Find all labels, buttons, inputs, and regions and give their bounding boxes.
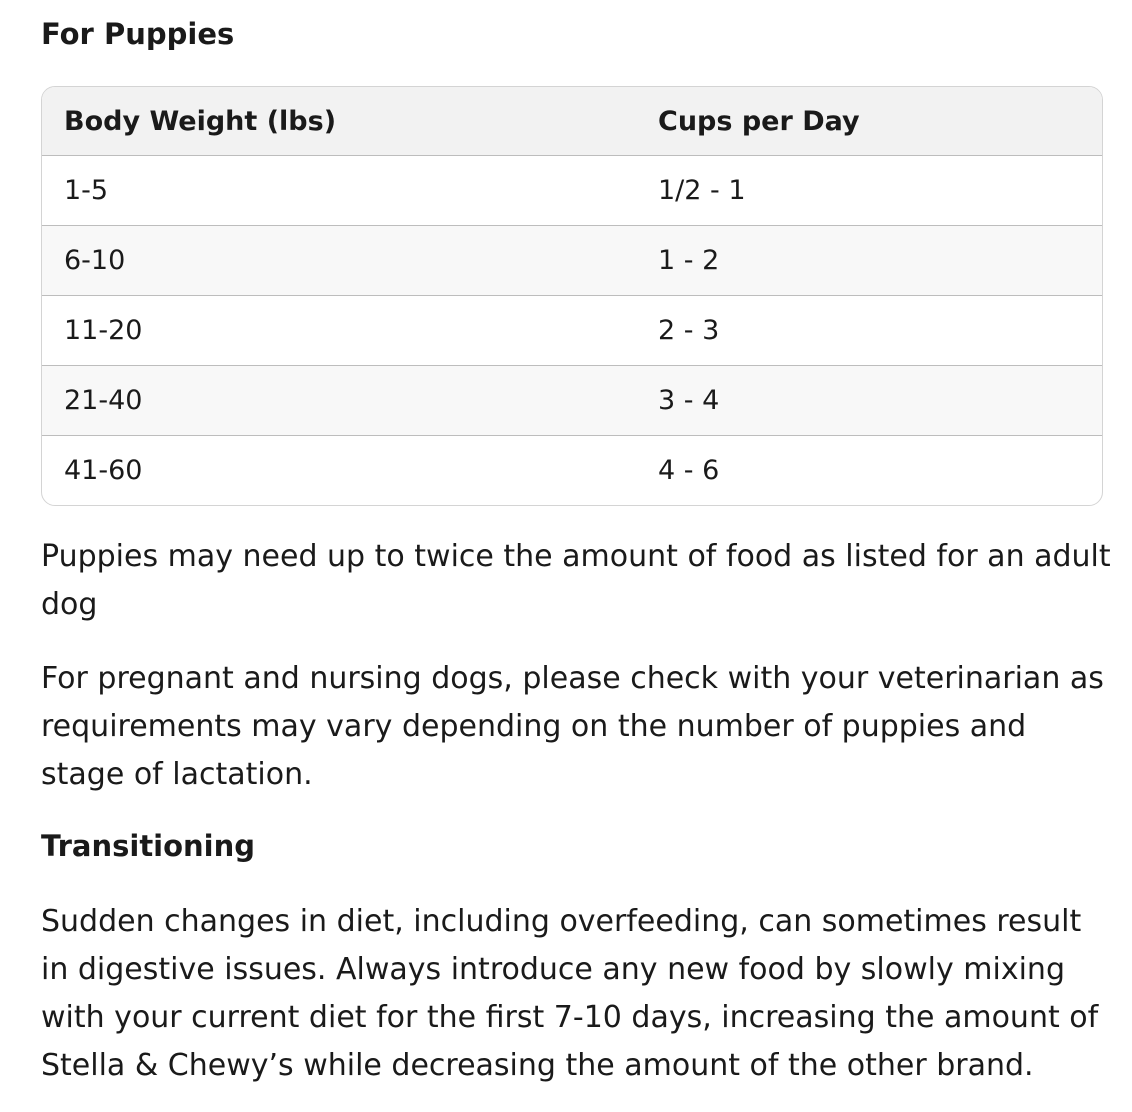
column-header-cups-per-day: Cups per Day — [636, 87, 1102, 156]
cell-body-weight: 11-20 — [42, 296, 636, 366]
puppies-heading: For Puppies — [41, 17, 235, 51]
table-row — [42, 156, 1102, 226]
cell-cups-per-day: 3 - 4 — [636, 366, 1102, 436]
cell-cups-per-day: 2 - 3 — [636, 296, 1102, 366]
cell-cups-per-day: 1 - 2 — [636, 226, 1102, 296]
transitioning-heading: Transitioning — [41, 829, 256, 863]
table-row — [42, 226, 1102, 296]
table-row — [42, 296, 1102, 366]
pregnant-nursing-note: For pregnant and nursing dogs, please check with your veterinarian as requirements may vary depending on the number of puppies and stage of lactation. — [41, 661, 1104, 792]
puppy-amount-note: Puppies may need up to twice the amount of food as listed for an adult dog — [41, 539, 1111, 622]
cell-body-weight: 21-40 — [42, 366, 636, 436]
table-header-row — [42, 87, 1102, 156]
cell-body-weight: 1-5 — [42, 156, 636, 226]
table-row — [42, 436, 1102, 506]
table-row — [42, 366, 1102, 436]
puppy-feeding-table — [42, 87, 1102, 505]
cell-body-weight: 6-10 — [42, 226, 636, 296]
cell-body-weight: 41-60 — [64, 455, 143, 486]
column-header-body-weight: Body Weight (lbs) — [42, 87, 636, 156]
transitioning-paragraph: Sudden changes in diet, including overfeeding, can sometimes result in digestive issues. Always introduce any new food by slowly mixing with your current diet for the first 7-10 days, increasing the amount of Stella & Chewy’s while decreasing the amount of the other brand. — [41, 904, 1099, 1083]
cell-cups-per-day: 1/2 - 1 — [636, 156, 1102, 226]
feeding-table-container — [41, 86, 1103, 506]
cell-cups-per-day: 4 - 6 — [658, 455, 720, 486]
